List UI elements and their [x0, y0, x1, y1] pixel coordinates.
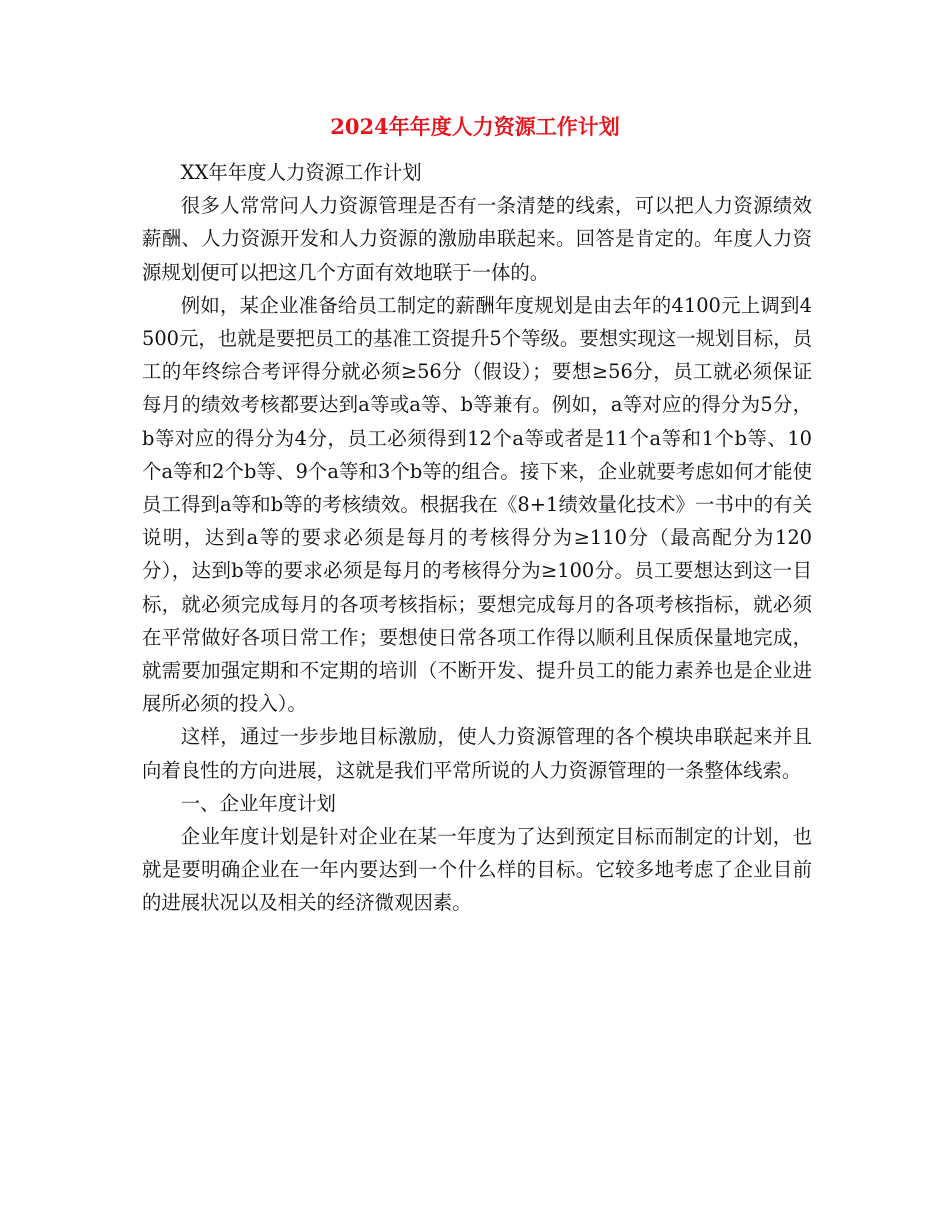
- document-body: [142, 156, 812, 920]
- paragraph-summary: 这样，通过一步步地目标激励，使人力资源管理的各个模块串联起来并且向着良性的方向进展，这就是我们平常所说的人力资源管理的一条整体线索。: [142, 725, 812, 782]
- paragraph-subtitle: XX年年度人力资源工作计划: [180, 161, 422, 184]
- section-heading-annual-plan: 一、企业年度计划: [180, 791, 336, 815]
- paragraph-example: 例如，某企业准备给员工制定的薪酬年度规划是由去年的4100元上调到4500元，也就是要把员工的基准工资提升5个等级。要想实现这一规划目标，员工的年终综合考评得分就必须≥56分（假设）；要想≥56分，员工就必须保证每月的绩效考核都要达到a等或a等、b等兼有。例如，a等对应的得分为5分，b等对应的得分为4分，员工必须得到12个a等或者是11个a等和1个b等、10个a等和2个b等、9个a等和3个b等的组合。接下来，企业就要考虑如何才能使员工得到a等和b等的考核绩效。根据我在《8+1绩效量化技术》一书中的有关说明，达到a等的要求必须是每月的考核得分为≥110分（最高配分为120分），达到b等的要求必须是每月的考核得分为≥100分。员工要想达到这一目标，就必须完成每月的各项考核指标；要想完成每月的各项考核指标，就必须在平常做好各项日常工作；要想使日常各项工作得以顺利且保质保量地完成，就需要加强定期和不定期的培训（不断开发、提升员工的能力素养也是企业进展所必须的投入）。: [142, 293, 812, 716]
- paragraph-intro: 很多人常常问人力资源管理是否有一条清楚的线索，可以把人力资源绩效薪酬、人力资源开发和人力资源的激励串联起来。回答是肯定的。年度人力资源规划便可以把这几个方面有效地联于一体的。: [142, 194, 812, 284]
- paragraph-annual-plan: 企业年度计划是针对企业在某一年度为了达到预定目标而制定的计划，也就是要明确企业在一年内要达到一个什么样的目标。它较多地考虑了企业目前的进展状况以及相关的经济微观因素。: [142, 825, 812, 915]
- document-title: 2024年年度人力资源工作计划: [330, 114, 620, 139]
